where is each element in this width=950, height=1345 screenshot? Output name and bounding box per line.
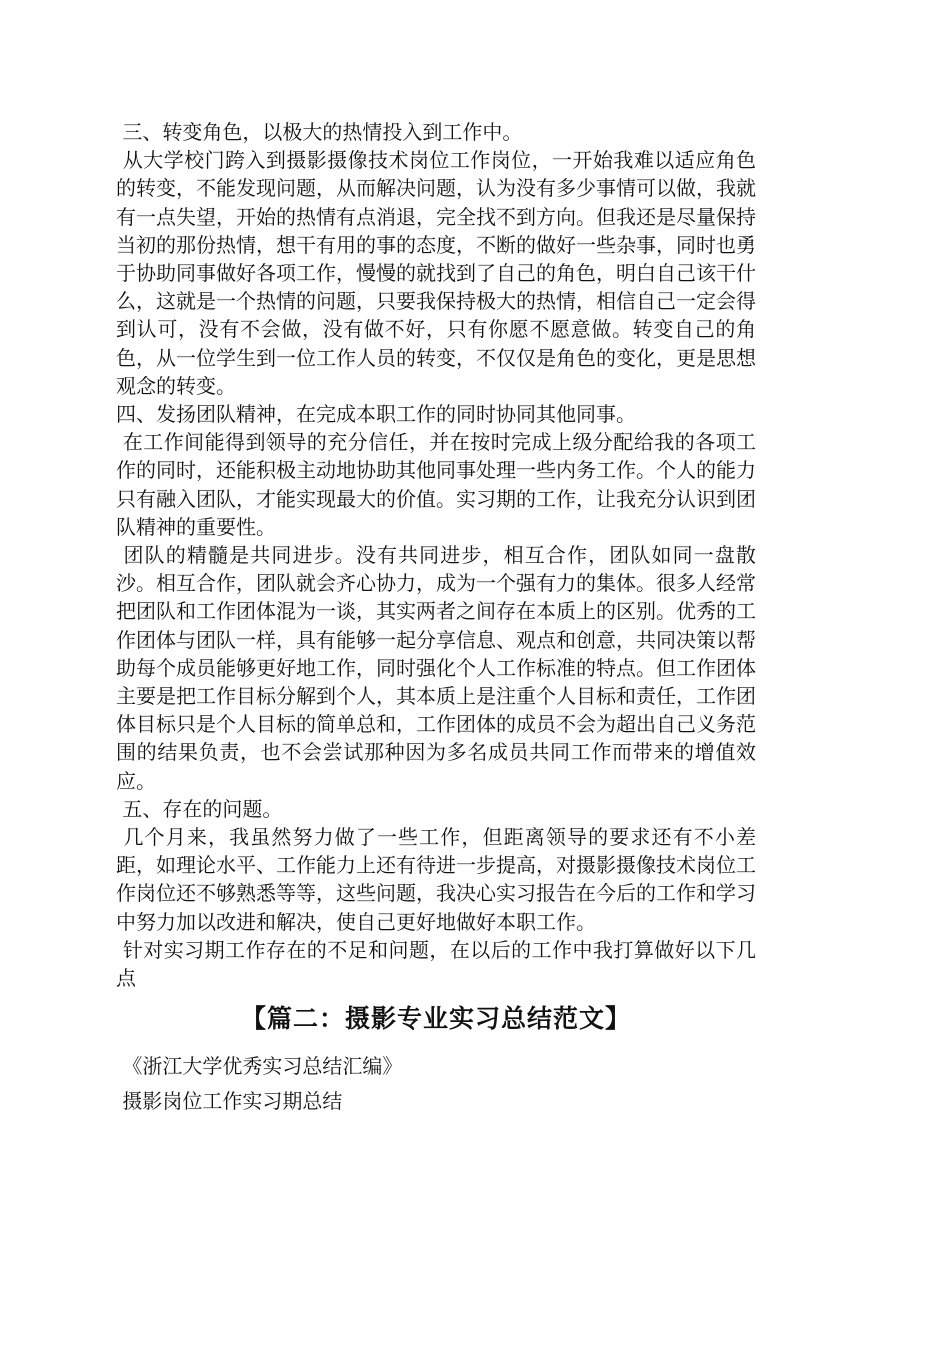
heading-existing-problems: 五、存在的问题。 bbox=[116, 796, 283, 821]
heading-change-role: 三、转变角色，以极大的热情投入到工作中。 bbox=[116, 120, 523, 144]
paragraph-problems: 几个月来，我虽然努力做了一些工作，但距离领导的要求还有不小差距，如理论水平、工作能力上还有待进一步提高，对摄影摄像技术岗位工作岗位还不够熟悉等等，这些问题，我决心实习报告在今后的工作和学习中努力加以改进和解决，使自己更好地做好本职工作。 bbox=[116, 825, 757, 934]
paragraph-leader-trust: 在工作间能得到领导的充分信任，并在按时完成上级分配给我的各项工作的同时，还能积极主动地协助其他同事处理一些内务工作。个人的能力只有融入团队，才能实现最大的价值。实习期的工作，让我充分认识到团队精神的重要性。 bbox=[116, 430, 757, 539]
summary-subtitle: 摄影岗位工作实习期总结 bbox=[116, 1088, 343, 1113]
collection-title: 《浙江大学优秀实习总结汇编》 bbox=[116, 1054, 403, 1079]
document-body bbox=[116, 118, 756, 1115]
paragraph-plans: 针对实习期工作存在的不足和问题，在以后的工作中我打算做好以下几点 bbox=[116, 937, 757, 991]
heading-team-spirit: 四、发扬团队精神，在完成本职工作的同时协同其他同事。 bbox=[116, 402, 636, 427]
paragraph-team-essence: 团队的精髓是共同进步。没有共同进步，相互合作，团队如同一盘散沙。相互合作，团队就会齐心协力，成为一个强有力的集体。很多人经常把团队和工作团体混为一谈，其实两者之间存在本质上的区别。优秀的工作团体与团队一样，具有能够一起分享信息、观点和创意，共同决策以帮助每个成员能够更好地工作，同时强化个人工作标准的特点。但工作团体主要是把工作目标分解到个人，其本质上是注重个人目标和责任，工作团体目标只是个人目标的简单总和，工作团体的成员不会为超出自己义务范围的结果负责，也不会尝试那种因为多名成员共同工作而带来的增值效应。 bbox=[116, 543, 757, 793]
section-title: 【篇二：摄影专业实习总结范文】 bbox=[240, 1004, 631, 1034]
paragraph-role-transition: 从大学校门跨入到摄影摄像技术岗位工作岗位，一开始我难以适应角色的转变，不能发现问题，从而解决问题，认为没有多少事情可以做，我就有一点失望，开始的热情有点消退，完全找不到方向。但我还是尽量保持当初的那份热情，想干有用的事的态度，不断的做好一些杂事，同时也勇于协助同事做好各项工作，慢慢的就找到了自己的角色，明白自己该干什么，这就是一个热情的问题，只要我保持极大的热情，相信自己一定会得到认可，没有不会做，没有做不好，只有你愿不愿意做。转变自己的角色，从一位学生到一位工作人员的转变，不仅仅是角色的变化，更是思想观念的转变。 bbox=[116, 148, 757, 398]
